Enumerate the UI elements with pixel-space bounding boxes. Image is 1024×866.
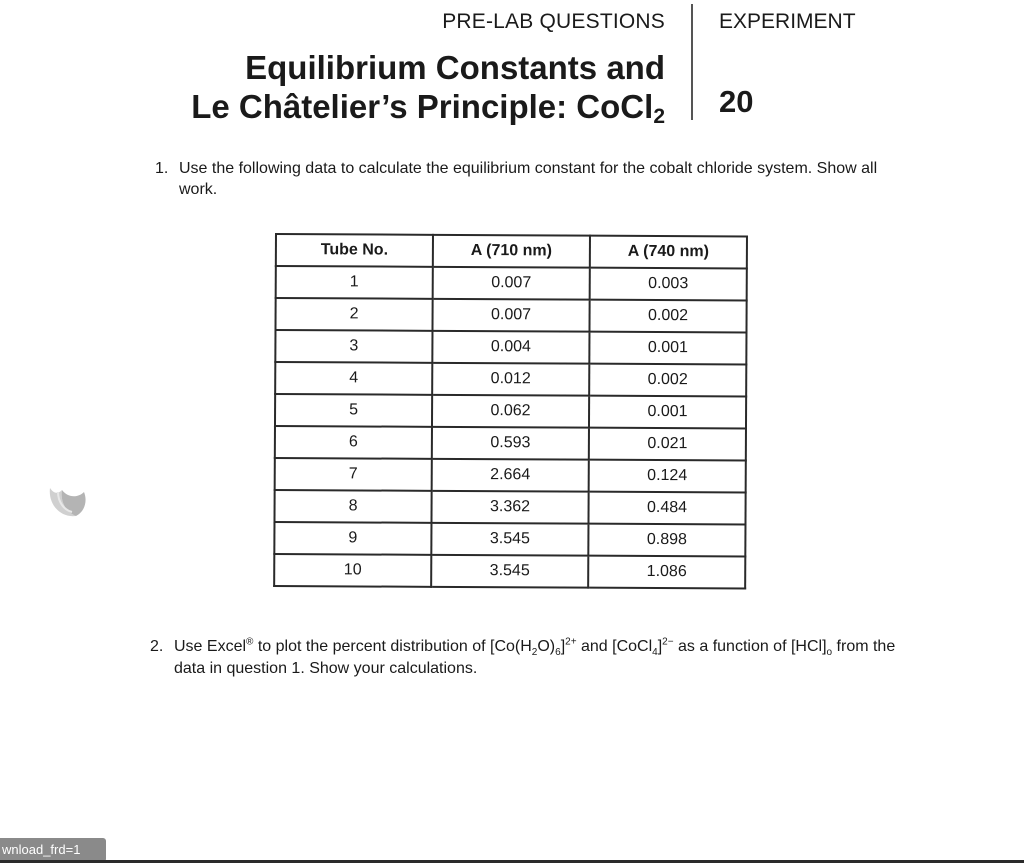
cell-a740: 0.003 [590, 268, 747, 301]
q2-part: as a function of [HCl] [673, 638, 827, 655]
q2-part: from the data in question 1. Show your calculations. [174, 638, 896, 677]
table-row [275, 330, 746, 364]
cell-a740: 1.086 [588, 556, 745, 589]
question-1-text: Use the following data to calculate the equilibrium constant for the cobalt chloride system. Show all work. [179, 160, 878, 198]
cell-a710: 0.012 [432, 363, 589, 396]
bottom-divider [0, 860, 1024, 863]
q2-part: and [CoCl [576, 638, 653, 655]
cell-a740: 0.898 [588, 524, 745, 557]
cell-tube: 1 [276, 266, 433, 299]
cell-a740: 0.124 [589, 460, 746, 493]
cell-a710: 0.004 [432, 331, 589, 364]
title-line-1: Equilibrium Constants and [245, 49, 665, 86]
header-a710: A (710 nm) [433, 235, 590, 268]
question-2-text [174, 636, 930, 680]
q2-part: ] [657, 638, 663, 655]
title-line-2-text: Le Châtelier’s Principle: CoCl [191, 88, 654, 125]
header-divider [691, 4, 693, 120]
cell-a740: 0.021 [589, 428, 746, 461]
cell-a710: 0.593 [432, 427, 589, 460]
cell-a710: 3.545 [431, 555, 588, 588]
header-a740: A (740 nm) [590, 236, 747, 269]
table-row [274, 522, 745, 556]
cell-a710: 3.362 [431, 491, 588, 524]
table-row [275, 394, 746, 428]
cell-a740: 0.484 [588, 492, 745, 525]
cell-tube: 6 [275, 426, 432, 459]
cell-a710: 0.062 [432, 395, 589, 428]
q2-part: to plot the percent distribution of [Co(H [253, 638, 532, 655]
cell-tube: 10 [274, 554, 431, 587]
q2-sub: 4 [652, 647, 658, 659]
header-tube-no: Tube No. [276, 234, 433, 267]
title-subscript: 2 [653, 105, 665, 128]
prelab-label: PRE-LAB QUESTIONS [442, 10, 665, 33]
cell-tube: 3 [275, 330, 432, 363]
q2-part: O) [537, 638, 556, 655]
q2-sub: o [826, 647, 833, 659]
page-title [140, 48, 665, 126]
cell-a740: 0.001 [589, 396, 746, 429]
question-1 [155, 158, 915, 200]
table-row [275, 426, 746, 460]
download-tag[interactable]: wnload_frd=1 [0, 838, 106, 862]
q2-part: Use Excel [174, 638, 247, 655]
cell-tube: 7 [275, 458, 432, 491]
experiment-number: 20 [719, 84, 754, 119]
cell-a710: 2.664 [432, 459, 589, 492]
absorbance-table [273, 233, 748, 589]
question-2-number: 2. [150, 638, 164, 655]
cell-a740: 0.001 [589, 332, 746, 365]
q2-sup: 2+ [565, 636, 577, 648]
table-row [276, 266, 747, 300]
crescent-logo-icon [44, 478, 90, 524]
question-2 [150, 636, 930, 680]
cell-a740: 0.002 [589, 300, 746, 333]
q2-part: ] [560, 638, 566, 655]
q2-sup: 2− [662, 636, 674, 648]
header-title-block [140, 6, 665, 126]
cell-a740: 0.002 [589, 364, 746, 397]
cell-a710: 0.007 [433, 267, 590, 300]
cell-a710: 3.545 [431, 523, 588, 556]
cell-tube: 4 [275, 362, 432, 395]
q2-sub: 2 [531, 647, 538, 659]
cell-tube: 5 [275, 394, 432, 427]
table-row [275, 458, 746, 492]
title-line-2 [140, 87, 665, 126]
experiment-label: EXPERIMENT [719, 10, 856, 33]
question-1-number: 1. [155, 160, 169, 177]
table-header-row [276, 234, 747, 268]
table-row [275, 362, 746, 396]
cell-a710: 0.007 [432, 299, 589, 332]
cell-tube: 8 [274, 490, 431, 523]
table-row [274, 554, 745, 588]
table-row [274, 490, 745, 524]
cell-tube: 2 [275, 298, 432, 331]
registered-mark: ® [246, 636, 254, 648]
table-row [275, 298, 746, 332]
cell-tube: 9 [274, 522, 431, 555]
q2-sub: 6 [555, 647, 561, 659]
